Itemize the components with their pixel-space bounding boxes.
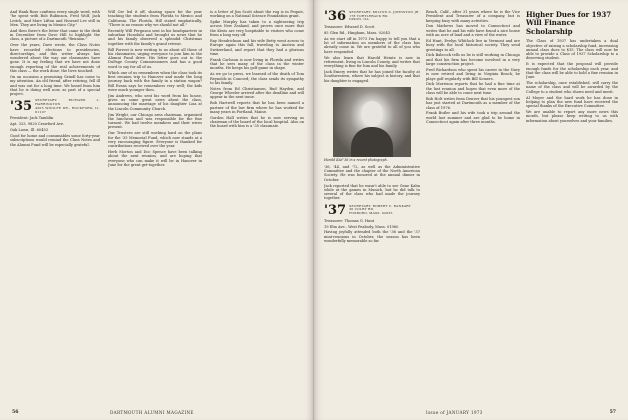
left-column-1: [10, 10, 100, 148]
class-secretary: SECRETARY: MILTON S. JOHNSTON JR. 178 TORTLEBACK RD. DIXON, ILL.: [349, 10, 420, 22]
paragraph: It is expected that the proposal will provide enough funds for the scholarship each year, and that the class will be able to hold a fine reunion in June.: [526, 62, 618, 80]
paragraph: As we go to press, we learned of the death of Tom Reynolds in Concord; the class sends its sympathy to his family.: [210, 72, 304, 85]
class-heading-35: [10, 99, 100, 114]
class-number: '37: [324, 202, 347, 218]
paragraph: Jack reported that he wasn't able to see Gene Kahn while at the games in Munich, but he did talk to several of the class who had made the journey together.: [324, 183, 420, 201]
paragraph: Frank Carlsson is now living in Florida and writes that he sees many of the class in the winter months. He keeps his golf game in shape.: [210, 57, 304, 71]
paragraph: Jim Wright, our Chicago area chairman, organized the luncheon and was responsible for the fine turnout. We had twelve members and their wives present.: [108, 112, 202, 130]
paragraph: The Class of 1937 has undertaken a dual objective of raising a scholarship fund, increasing annual class dues to $15. The class will now be able to provide a Class of 1937 Scholarship to a deserving student.: [526, 39, 618, 61]
paragraph: Dick Morrison reports that he had a fine time at the last reunion and hopes that even more of the class will be able to come next time.: [426, 82, 520, 96]
paragraph: We are unable to report any more news this month, but please keep writing to us with information about yourselves and your families.: [526, 110, 618, 123]
paragraph: Notes from Ed Christiansen, Bud Hayden, and George Wheeler arrived after the deadline and will appear in the next issue.: [210, 86, 304, 100]
paragraph: Will Orr led it off, sharing space for the year teaching the students from Florida to Mexico and California. The Florida, Hill stated emphatically, "There is no reason why we should not all.": [108, 10, 202, 27]
right-column-3: [526, 10, 618, 125]
left-column-2: [108, 10, 202, 169]
page-footer: DARTMOUTH ALUMNI MAGAZINE: [110, 410, 194, 415]
paragraph: And Hank Rose confirms every single word, with "he spent with Bob Rubinson, Fred Wolf, Jack Leitch, and Marv Lifton and Howard Lev still in Mex. They are living in Mexico City.": [10, 10, 100, 27]
right-page: [314, 0, 628, 420]
left-column-3: [210, 10, 304, 130]
paragraph: Bill Forrest is now writing to us about all those of his classmates, urging everyone to join him in the Alumni Fund drive. His letter goes out to the DuPage County Commissioners and has a good word to say for all of us.: [108, 47, 202, 69]
paragraph: Oak Lawn, Ill. 60453: [10, 128, 49, 133]
paragraph: And then there's the letter that came to the desk in December from Dave Hill to highlight the class, a picture of a Dartmouth "Reunion.": [10, 28, 100, 42]
paragraph: Al Moyer and the hard work he has done in helping to plan the new fund have received the special thanks of the Executive Committee.: [526, 95, 618, 109]
class-number: '36: [324, 10, 347, 24]
page-number: 57: [609, 410, 616, 415]
paragraph: Beach, Calif., after 31 years where he is the Vice President and Treasurer of a company, but is keeping busy with many activities.: [426, 10, 520, 23]
paragraph: Our Trustees are still working hard on the plans for the '35 Memorial Fund, which now stands at a very encouraging figure. Everyone is thanked for contributions received over the year.: [108, 131, 202, 149]
paragraph: Jim Andrews, who sent his word from his house, gives us some great news about the class, announcing the marriage of his daughter Lisa at the Lincoln Community Church.: [108, 93, 202, 111]
paragraph: Don Mathews has moved to Connecticut and writes that he and his wife have found a nice house with an acre of land and a view of the water.: [426, 24, 520, 38]
class-secretary: SECRETARY: ROBERT C. RANKART 30 COLBY RD. FOXBORO, MASS. 02035: [349, 203, 412, 216]
paragraph: Which one of us remembers when the class took its first reunion trip to Hanover and made the long journey back with the family in a station wagon? Bill Evans says he remembers very well; the kids were much younger then.: [108, 70, 202, 92]
right-column-2: [426, 10, 520, 126]
class-heading-37: [324, 204, 420, 217]
paragraph: Ray Hendrickson and his wife Betty went across to Europe again this fall, traveling to Austria and Switzerland, and report that they had a glorious time.: [210, 38, 304, 56]
paragraph: is a letter of Jim Scott about the rug is in Pequot, working on a National Science Foundation grant.: [210, 10, 304, 19]
paragraph: 19 Elm Ave., West Peabody, Mass. 01960: [324, 224, 399, 229]
class-secretary: SECRETARY: RICHARD L. HARRINGTON 4205 WOOLFE DR., ROCKFORD, IL. 61107: [35, 98, 100, 114]
paragraph: Apt. 333, 9820 Crawford Ave.: [10, 122, 65, 127]
paragraph: Having joyfully attended both the '36 and the '37 mini-reunions in October, the season has been wonderfully memorable so far.: [324, 230, 420, 244]
portrait-photo: [333, 87, 411, 157]
paragraph: Treasurer: Thomas G. Hunt: [324, 218, 375, 223]
paragraph: President: Jack Tamblin: [10, 116, 54, 121]
paragraph: Ed Hunt, Evelyn Whitlock live in Vermont and are busy with the local historical society. They send greetings to all.: [426, 38, 520, 52]
class-number: '35: [10, 99, 33, 115]
page-number: 56: [12, 410, 19, 415]
paragraph: Frank Butler and his wife took a trip around the world last summer and are glad to be home in Connecticut again after three months.: [426, 111, 520, 124]
photo-caption: Harold Kiel '36 in a recent photograph.: [324, 157, 388, 162]
page-footer: Issue of JANUARY 1973: [426, 410, 483, 415]
paragraph: Bob Hartwell reports that he has been named a partner of the law firm where he has worked for many years in Portland, Maine.: [210, 101, 304, 114]
paragraph: Jack Emery writes that he has joined the faculty at Southwestern, where his subject is history, and that his daughter is engaged.: [324, 70, 420, 83]
paragraph: On an occasion a promising Grindl has come to my attention. An old friend, after retiring, fell ill and was out for a long time. We heard from him that he is doing well now, as part of a special project.: [10, 74, 100, 97]
paragraph: Spike Murphy has taken to a sightseeing trip across New Zealand, and proves once more that the Kiwis are very hospitable to visitors who come from a long way off.: [210, 20, 304, 38]
paragraph: 85 Glen Rd., Hingham, Mass. 02043: [324, 30, 391, 35]
paragraph: Recently Will Ferguson sent in his headquarters in suburban Honolulu and brought us news that he and his family observed a splendid Christmas together with the family's grand retreat.: [108, 28, 202, 46]
paragraph: Over the years, Dave wrote, the Class Notes have recorded elections to presidencies, directorships, and this writer always has wondered about the way our classmates have gone. It is my feeling that we have not done enough reporting of the real achievements of this class — the work done, the lives touched.: [10, 43, 100, 74]
article-headline: Higher Dues for 1937 Will Finance Scholarship: [526, 10, 612, 36]
paragraph: Dick Babcock tells us he is still working in Chicago and that his firm has become involved in a very large construction project.: [426, 53, 520, 67]
paragraph: Bob Holt writes from Denver that his youngest son has just started at Dartmouth as a member of the class of 1976.: [426, 96, 520, 110]
paragraph: Gordon Hall writes that he is now serving as chairman of the board of the local hospital. Also on the board with him is a '35 classmate.: [210, 115, 304, 129]
class-heading-36: [324, 10, 420, 23]
paragraph: As we start off in 1973 I'm happy to tell you that a lot of information on members of the class has already come in. We are grateful to all of you who have responded.: [324, 36, 420, 54]
paragraph: Herb Morton and Doc Spence have been talking about the next reunion, and are hoping that everyone who can make it will be in Hanover in June for the great get-together.: [108, 150, 202, 167]
paragraph: Treasurer: Edward D. Scott: [324, 25, 375, 29]
paragraph: Fred Richardson who spent his career in the Navy is now retired and living in Virginia Beach; he plays golf regularly with Bill Somers.: [426, 67, 520, 81]
paragraph: '36, '44, and '72, as well as the Administrative Committee and the chapter of the North American Society. He was honored at the annual dinner in October.: [324, 164, 420, 182]
paragraph: The scholarship, once established, will carry the name of the class and will be awarded by the College to a student who shows need and merit.: [526, 81, 618, 94]
right-column-1: [324, 10, 420, 245]
paragraph: Good for home and consumables some forty-year subscriptions would remind the Class Notes and the Alumni Fund will be especially grateful.: [10, 133, 100, 147]
paragraph: We also learn that Harold Heintz is now in retirement, living in Lincoln County, and writes that everything is fine for him and his family.: [324, 55, 420, 69]
